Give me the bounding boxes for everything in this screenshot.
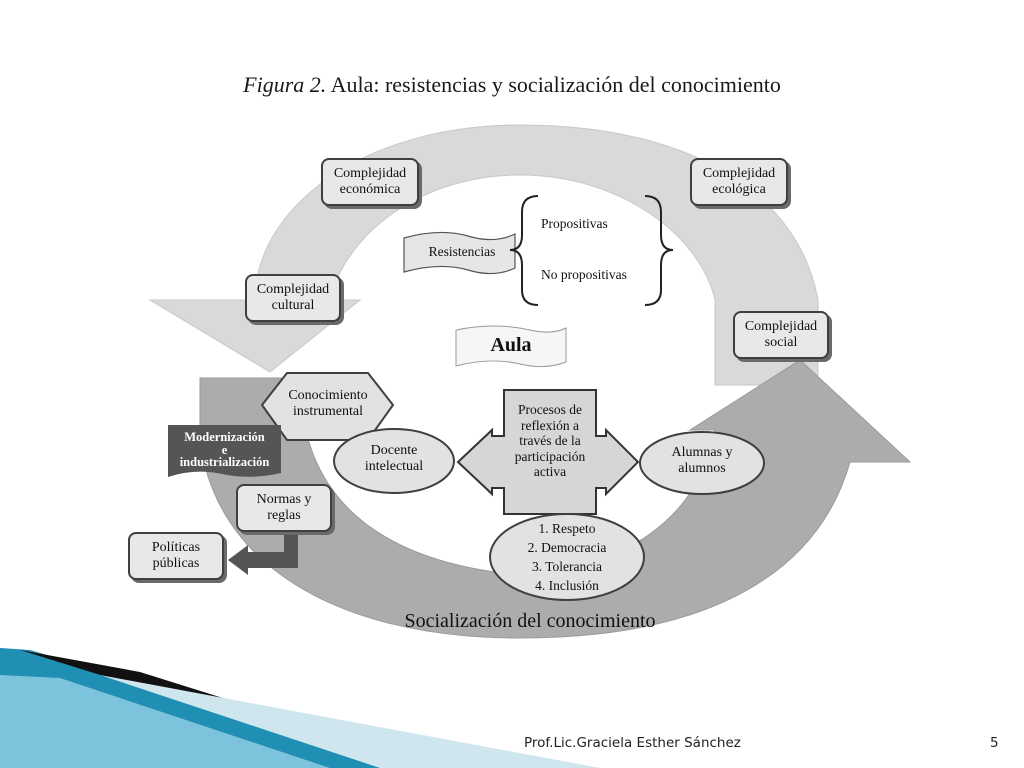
box-complejidad-economica: Complejidad económica (321, 158, 419, 206)
figure-title-text: Aula: resistencias y socialización del conocimiento (330, 72, 781, 97)
footer-page-number: 5 (990, 735, 999, 751)
socializacion-label: Socialización del conocimiento (404, 610, 656, 632)
resistencias-label: Resistencias (428, 244, 496, 259)
valor-item: 3. Tolerancia (531, 559, 603, 575)
box-complejidad-ecologica: Complejidad ecológica (690, 158, 788, 206)
alumnos-label: Alumnas y alumnos (671, 445, 733, 477)
conocimiento-instrumental-label: Conocimiento instrumental (288, 388, 368, 420)
box-politicas-publicas: Políticas públicas (128, 532, 224, 580)
footer-author: Prof.Lic.Graciela Esther Sánchez (524, 735, 741, 751)
procesos-label: Procesos de reflexión a través de la participación activa (514, 402, 586, 480)
left-brace (510, 196, 538, 305)
valor-item: 4. Inclusión (535, 578, 599, 594)
resistencia-propositivas: Propositivas (541, 216, 608, 231)
valor-item: 2. Democracia (527, 540, 607, 556)
docente-label: Docente intelectual (364, 443, 424, 475)
modernizacion-label: Modernización e industrialización (179, 430, 270, 469)
aula-label: Aula (490, 334, 532, 356)
box-complejidad-cultural: Complejidad cultural (245, 274, 341, 322)
box-normas-reglas: Normas y reglas (236, 484, 332, 532)
valores-list (490, 519, 644, 596)
valor-item: 1. Respeto (538, 521, 596, 536)
figure-title (0, 72, 1024, 97)
resistencia-no-propositivas: No propositivas (541, 267, 627, 282)
figure-label: Figura 2. (243, 72, 327, 97)
box-complejidad-social: Complejidad social (733, 311, 829, 359)
